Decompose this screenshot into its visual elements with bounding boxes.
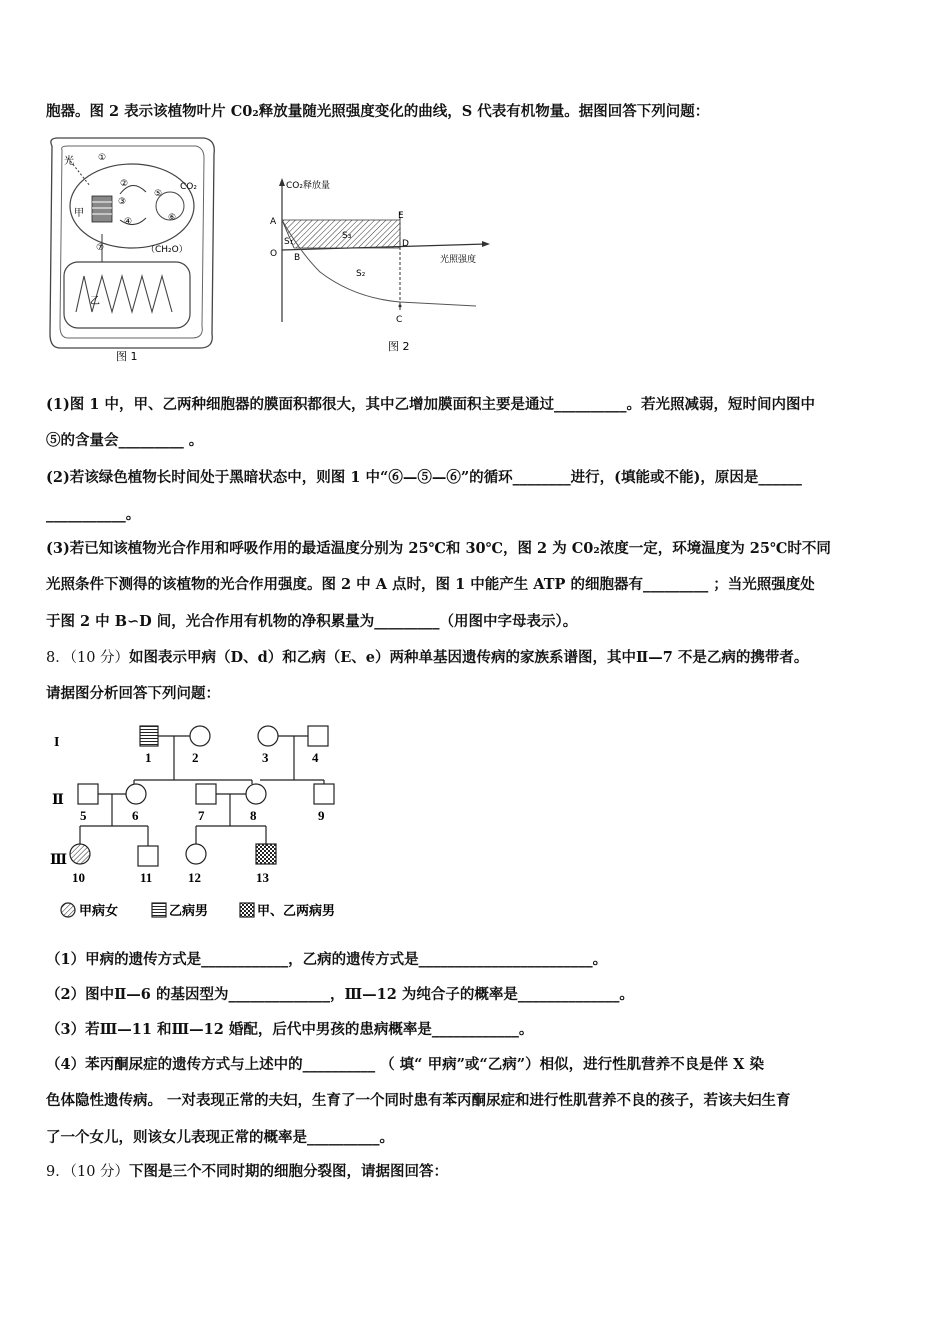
legend-jia-female: 甲病女 [79, 903, 119, 918]
fig2-S2: S₂ [356, 269, 366, 279]
gen-label-1: I [54, 735, 60, 750]
ped-id-11: 11 [140, 870, 153, 885]
legend-yi-male-symbol [152, 903, 166, 917]
gen-label-3: Ⅲ [50, 853, 68, 868]
fig1-n5: ⑤ [154, 189, 163, 199]
q7-line-5: (3)若已知该植物光合作用和呼吸作用的最适温度分别为 25℃和 30℃，图 2 为 C0₂浓度一定，环境温度为 25℃时不同 [46, 540, 831, 557]
fig2-B: B [294, 253, 301, 263]
ped-id-1: 1 [145, 750, 152, 765]
legend-both-male: 甲、乙两病男 [257, 903, 336, 918]
fig2-ylabel: CO₂释放量 [286, 181, 330, 191]
fig2-D: D [402, 239, 409, 249]
fig1-n7: ⑦ [96, 243, 105, 253]
ped-id-4: 4 [312, 750, 319, 765]
q8-header-text: 如图表示甲病（D、d）和乙病（E、e）两种单基因遗传病的家族系谱图，其中Ⅱ—7 不是乙病的携带者。 [129, 649, 809, 666]
fig1-n6: ⑥ [168, 213, 177, 223]
q7-line-7: 于图 2 中 B∽D 间，光合作用有机物的净积累量为_________（用图中字母表示）。 [46, 613, 578, 630]
q8-answer-5: 色体隐性遗传病。 一对表现正常的夫妇，生育了一个同时患有苯丙酮尿症和进行性肌营养不良的孩子，若该夫妇生育 [46, 1092, 791, 1109]
fig2-E: E [398, 211, 404, 221]
q7-line-1: (1)图 1 中，甲、乙两种细胞器的膜面积都很大，其中乙增加膜面积主要是通过__________。若光照减弱，短时间内图中 [46, 396, 815, 413]
figure-2-co2-curve [264, 172, 494, 362]
q9-header [46, 1163, 448, 1181]
pedigree-chart [50, 716, 380, 926]
gen-label-2: Ⅱ [52, 793, 64, 808]
q7-line-6: 光照条件下测得的该植物的光合作用强度。图 2 中 A 点时，图 1 中能产生 ATP 的细胞器有_________ ；当光照强度处 [46, 576, 815, 593]
q7-line-3: (2)若该绿色植物长时间处于黑暗状态中，则图 1 中“⑥—⑤—⑥”的循环________进行，(填能或不能)，原因是______ [46, 469, 802, 486]
fig1-n4: ④ [124, 217, 133, 227]
ped-id-12: 12 [188, 870, 201, 885]
q8-line-2: 请据图分析回答下列问题： [46, 685, 220, 702]
q8-header [46, 649, 808, 667]
fig1-yi: 乙 [90, 296, 100, 307]
fig2-S3: S₃ [342, 231, 352, 241]
ped-id-2: 2 [192, 750, 199, 765]
q7-line-4: ___________。 [46, 506, 141, 523]
fig2-C: C [396, 315, 403, 325]
fig1-co2: CO₂ [180, 182, 197, 192]
fig1-ch2o: （CH₂O） [146, 245, 188, 255]
figure-1-cell-diagram [44, 134, 224, 366]
fig1-n3: ③ [118, 197, 127, 207]
fig2-A: A [270, 217, 277, 227]
ped-id-3: 3 [262, 750, 269, 765]
q9-text: 下图是三个不同时期的细胞分裂图，请据图回答： [129, 1163, 449, 1180]
q8-answer-4: （4）苯丙酮尿症的遗传方式与上述中的__________ （ 填“ 甲病”或“乙病”）相似，进行性肌营养不良是伴 X 染 [46, 1056, 764, 1073]
fig1-caption: 图 1 [116, 350, 138, 363]
q7-line-2: ⑤的含量会_________ 。 [46, 432, 204, 449]
ped-id-9: 9 [318, 808, 325, 823]
intro-text: 胞器。图 2 表示该植物叶片 C0₂释放量随光照强度变化的曲线，S 代表有机物量。据图回答下列问题： [46, 103, 710, 120]
ped-id-7: 7 [198, 808, 205, 823]
fig2-caption: 图 2 [388, 340, 410, 353]
q8-answer-2: （2）图中Ⅱ—6 的基因型为______________，Ⅲ—12 为纯合子的概率是______________。 [46, 986, 634, 1003]
q8-answer-1: （1）甲病的遗传方式是____________，乙病的遗传方式是________________________。 [46, 951, 608, 968]
fig1-n2: ② [120, 179, 129, 189]
q9-number: 9．（10 分） [46, 1164, 130, 1180]
fig2-S1: S₁ [284, 237, 294, 247]
legend-yi-male: 乙病男 [169, 903, 209, 918]
ped-id-8: 8 [250, 808, 257, 823]
legend-both-male-symbol [240, 903, 254, 917]
fig1-jia: 甲 [74, 208, 84, 219]
ped-id-5: 5 [80, 808, 87, 823]
fig1-n1: ① [98, 153, 107, 163]
ped-id-6: 6 [132, 808, 139, 823]
q8-answer-6: 了一个女儿，则该女儿表现正常的概率是__________。 [46, 1129, 394, 1146]
fig2-xlabel: 光照强度 [440, 255, 477, 265]
ped-id-10: 10 [72, 870, 85, 885]
ped-id-13: 13 [256, 870, 269, 885]
q8-number: 8．（10 分） [46, 650, 130, 666]
legend-jia-female-symbol [61, 903, 75, 917]
fig1-light: 光 [64, 156, 74, 167]
fig2-O: O [270, 249, 278, 259]
q8-answer-3: （3）若Ⅲ—11 和Ⅲ—12 婚配，后代中男孩的患病概率是____________。 [46, 1021, 534, 1038]
